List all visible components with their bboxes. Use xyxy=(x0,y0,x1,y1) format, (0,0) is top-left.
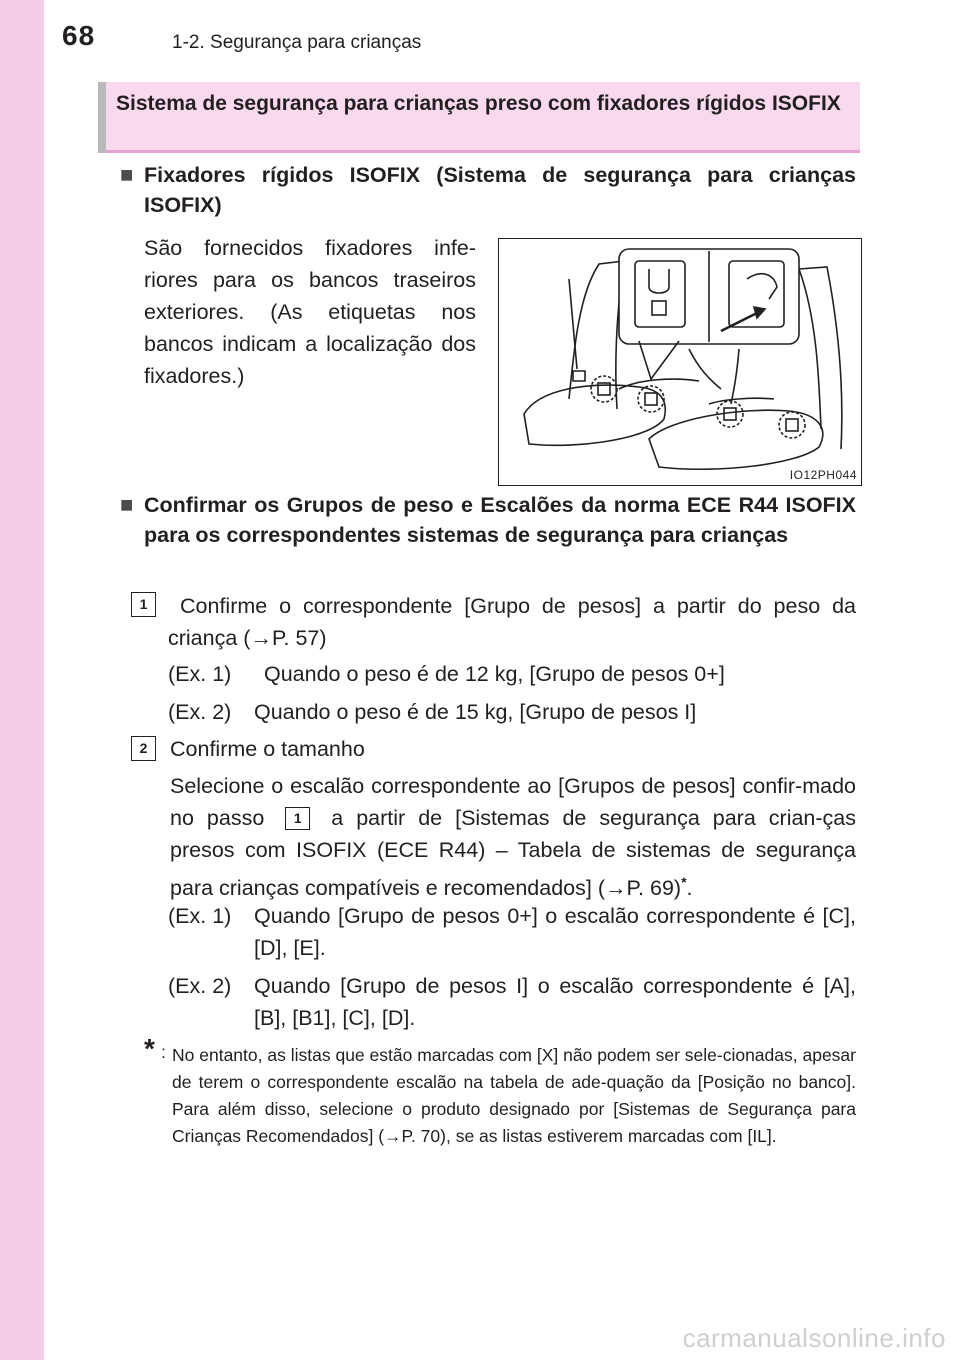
title-accent-bar xyxy=(98,82,106,153)
step2-body-part-b: a partir de [Sistemas de segurança para crian-ças presos com ISOFIX (ECE R44) – Tabela de sistemas de segurança para crianças compatíveis e recomendados] (→P. 69) xyxy=(170,806,857,901)
step1-text: Confirme o correspondente [Grupo de pesos] a partir do peso da criança (→P. 57) xyxy=(168,594,856,650)
section-heading: 1-2. Segurança para crianças xyxy=(172,32,422,53)
footnote-star: * xyxy=(144,1033,155,1064)
step2-example1-text: Quando [Grupo de pesos 0+] o escalão correspondente é [C], [D], [E]. xyxy=(254,904,856,960)
topic-title: Sistema de segurança para crianças preso com fixadores rígidos ISOFIX xyxy=(116,92,841,115)
step1-example1-label: (Ex. 1) xyxy=(168,662,232,686)
figure-code: IO12PH044 xyxy=(789,468,857,482)
page-number: 68 xyxy=(62,20,96,51)
square-bullet-icon: ■ xyxy=(120,162,134,187)
step1-example2-label: (Ex. 2) xyxy=(168,700,232,724)
topic-title-box xyxy=(98,82,860,153)
step2-body xyxy=(170,770,856,904)
step2-example2-label: (Ex. 2) xyxy=(168,974,232,998)
page-side-band xyxy=(0,0,44,1360)
square-bullet-icon: ■ xyxy=(120,492,134,517)
step-reference-box: 1 xyxy=(285,807,310,830)
subsection-heading-groups: Confirmar os Grupos de peso e Escalões da norma ECE R44 ISOFIX para os correspondentes sistemas de segurança para crianças xyxy=(144,493,856,547)
step2-text: Confirme o tamanho xyxy=(170,737,365,761)
footnote-colon: : xyxy=(161,1042,166,1062)
footnote-text: No entanto, as listas que estão marcadas com [X] não podem ser sele-cionadas, apesar de terem o correspondente escalão na tabela de ade-quação da [Posição no banco]. Para além disso, selecione o produto designado por [Sistemas de Segurança para Crianças Recomendados] (→P. 70), se as listas estiverem marcadas com [IL]. xyxy=(172,1045,856,1146)
step-number-box: 1 xyxy=(131,592,156,617)
step2-body-period: . xyxy=(686,876,693,901)
subsection-heading-isofix: Fixadores rígidos ISOFIX (Sistema de segurança para crianças ISOFIX) xyxy=(144,163,856,217)
step-number-box: 2 xyxy=(131,736,156,761)
step2-example1-label: (Ex. 1) xyxy=(168,904,232,928)
isofix-description: São fornecidos fixadores infe-riores para os bancos traseiros exteriores. (As etiquetas nos bancos indicam a localização dos fixadores.) xyxy=(144,236,476,388)
step1-example2-text: Quando o peso é de 15 kg, [Grupo de pesos I] xyxy=(254,700,697,724)
step2-body-part-a: Selecione o escalão correspondente ao [Grupos de pesos] confir-mado no passo xyxy=(170,774,856,830)
step1-example1-text: Quando o peso é de 12 kg, [Grupo de pesos 0+] xyxy=(264,662,725,686)
footnote-marker: * xyxy=(681,874,687,890)
step2-example2-text: Quando [Grupo de pesos I] o escalão correspondente é [A], [B], [B1], [C], [D]. xyxy=(254,974,856,1030)
rear-seat-drawing xyxy=(499,239,861,485)
site-watermark: carmanualsonline.info xyxy=(682,1323,946,1353)
rear-seat-illustration xyxy=(498,238,862,486)
